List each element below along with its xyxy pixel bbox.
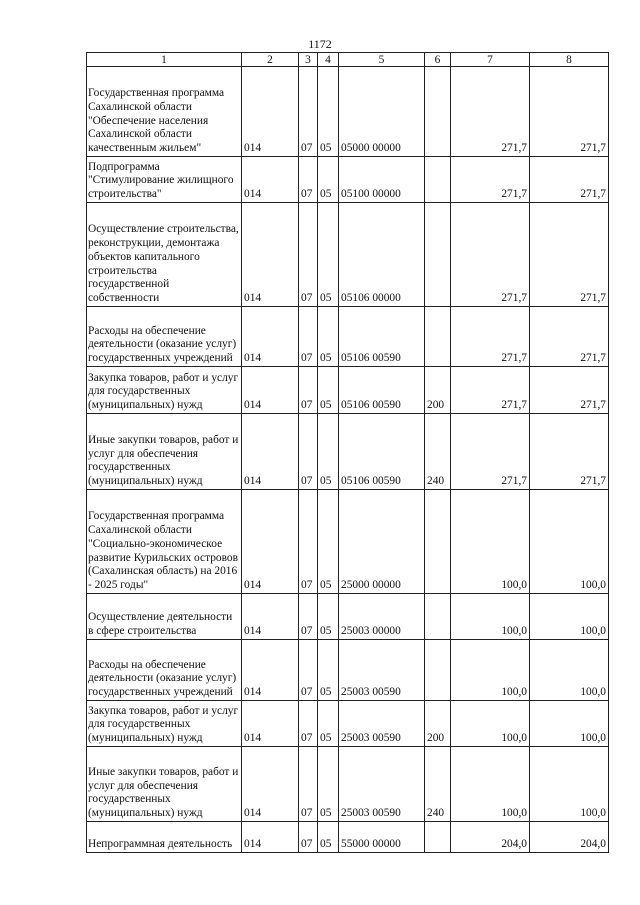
table-row <box>87 157 609 203</box>
table-row <box>87 367 609 414</box>
cell-section: 07 <box>299 67 318 157</box>
table-row <box>87 414 609 490</box>
header-row <box>87 53 609 67</box>
cell-sum-1: 100,0 <box>451 701 530 747</box>
cell-section: 07 <box>299 157 318 203</box>
header-cell: 4 <box>318 53 339 67</box>
cell-admin: 014 <box>242 701 299 747</box>
page-number: 1172 <box>308 37 332 51</box>
cell-sum-1: 204,0 <box>451 822 530 853</box>
cell-sum-2: 100,0 <box>530 747 609 822</box>
cell-section: 07 <box>299 367 318 414</box>
cell-section: 07 <box>299 701 318 747</box>
cell-section: 07 <box>299 414 318 490</box>
cell-subsection: 05 <box>318 67 339 157</box>
cell-subsection: 05 <box>318 747 339 822</box>
row-name: Государственная программа Сахалинской области "Социально-экономическое развитие Курильских островов (Сахалинская область) на 2016 - 2025 годы" <box>87 490 242 594</box>
cell-target: 05106 00590 <box>339 367 425 414</box>
cell-target: 25000 00000 <box>339 490 425 594</box>
cell-subsection: 05 <box>318 414 339 490</box>
cell-target: 25003 00000 <box>339 594 425 640</box>
row-name: Осуществление строительства, реконструкции, демонтажа объектов капитального строительства государственной собственности <box>87 203 242 307</box>
cell-sum-1: 271,7 <box>451 157 530 203</box>
budget-table <box>86 52 609 853</box>
cell-sum-1: 100,0 <box>451 747 530 822</box>
table-row <box>87 822 609 853</box>
cell-admin: 014 <box>242 747 299 822</box>
row-name: Иные закупки товаров, работ и услуг для обеспечения государственных (муниципальных) нужд <box>87 414 242 490</box>
header-cell: 7 <box>451 53 530 67</box>
table-row <box>87 747 609 822</box>
cell-target: 05106 00590 <box>339 307 425 367</box>
cell-target: 05100 00000 <box>339 157 425 203</box>
header-cell: 6 <box>425 53 451 67</box>
table-row <box>87 594 609 640</box>
row-name: Закупка товаров, работ и услуг для государственных (муниципальных) нужд <box>87 367 242 414</box>
cell-admin: 014 <box>242 640 299 701</box>
cell-section: 07 <box>299 490 318 594</box>
row-name: Закупка товаров, работ и услуг для государственных (муниципальных) нужд <box>87 701 242 747</box>
cell-sum-1: 271,7 <box>451 414 530 490</box>
cell-sum-2: 271,7 <box>530 67 609 157</box>
cell-type <box>425 490 451 594</box>
cell-admin: 014 <box>242 822 299 853</box>
cell-type <box>425 822 451 853</box>
cell-target: 25003 00590 <box>339 701 425 747</box>
cell-sum-1: 100,0 <box>451 594 530 640</box>
cell-type <box>425 157 451 203</box>
cell-sum-2: 271,7 <box>530 414 609 490</box>
row-name: Иные закупки товаров, работ и услуг для обеспечения государственных (муниципальных) нужд <box>87 747 242 822</box>
table-row <box>87 203 609 307</box>
header-cell: 5 <box>339 53 425 67</box>
cell-sum-1: 100,0 <box>451 640 530 701</box>
row-name: Подпрограмма "Стимулирование жилищного строительства" <box>87 157 242 203</box>
cell-sum-2: 271,7 <box>530 307 609 367</box>
cell-admin: 014 <box>242 67 299 157</box>
cell-target: 05106 00590 <box>339 414 425 490</box>
cell-subsection: 05 <box>318 594 339 640</box>
cell-section: 07 <box>299 594 318 640</box>
cell-section: 07 <box>299 203 318 307</box>
cell-sum-1: 271,7 <box>451 367 530 414</box>
cell-admin: 014 <box>242 414 299 490</box>
cell-section: 07 <box>299 747 318 822</box>
cell-target: 05000 00000 <box>339 67 425 157</box>
cell-target: 05106 00000 <box>339 203 425 307</box>
cell-type <box>425 594 451 640</box>
cell-admin: 014 <box>242 157 299 203</box>
table-row <box>87 67 609 157</box>
row-name: Непрограммная деятельность <box>87 822 242 853</box>
cell-sum-1: 271,7 <box>451 307 530 367</box>
cell-section: 07 <box>299 307 318 367</box>
cell-type <box>425 67 451 157</box>
cell-type: 240 <box>425 747 451 822</box>
cell-sum-1: 100,0 <box>451 490 530 594</box>
cell-admin: 014 <box>242 203 299 307</box>
table-row <box>87 490 609 594</box>
cell-subsection: 05 <box>318 701 339 747</box>
cell-sum-2: 100,0 <box>530 594 609 640</box>
cell-type: 200 <box>425 701 451 747</box>
header-cell: 1 <box>87 53 242 67</box>
cell-subsection: 05 <box>318 307 339 367</box>
cell-subsection: 05 <box>318 367 339 414</box>
cell-type <box>425 203 451 307</box>
cell-sum-2: 271,7 <box>530 203 609 307</box>
row-name: Осуществление деятельности в сфере строительства <box>87 594 242 640</box>
row-name: Расходы на обеспечение деятельности (оказание услуг) государственных учреждений <box>87 640 242 701</box>
cell-subsection: 05 <box>318 822 339 853</box>
header-cell: 2 <box>242 53 299 67</box>
cell-sum-1: 271,7 <box>451 67 530 157</box>
cell-admin: 014 <box>242 490 299 594</box>
header-cell: 3 <box>299 53 318 67</box>
cell-sum-2: 100,0 <box>530 640 609 701</box>
cell-subsection: 05 <box>318 203 339 307</box>
cell-sum-1: 271,7 <box>451 203 530 307</box>
cell-type <box>425 640 451 701</box>
cell-sum-2: 204,0 <box>530 822 609 853</box>
cell-sum-2: 100,0 <box>530 701 609 747</box>
cell-subsection: 05 <box>318 640 339 701</box>
table-row <box>87 701 609 747</box>
header-cell: 8 <box>530 53 609 67</box>
cell-sum-2: 100,0 <box>530 490 609 594</box>
cell-sum-2: 271,7 <box>530 157 609 203</box>
cell-target: 55000 00000 <box>339 822 425 853</box>
cell-subsection: 05 <box>318 157 339 203</box>
cell-section: 07 <box>299 822 318 853</box>
cell-target: 25003 00590 <box>339 747 425 822</box>
cell-type <box>425 307 451 367</box>
cell-type: 240 <box>425 414 451 490</box>
table-row <box>87 307 609 367</box>
table-row <box>87 640 609 701</box>
row-name: Государственная программа Сахалинской области "Обеспечение населения Сахалинской области качественным жильем" <box>87 67 242 157</box>
cell-subsection: 05 <box>318 490 339 594</box>
row-name: Расходы на обеспечение деятельности (оказание услуг) государственных учреждений <box>87 307 242 367</box>
cell-admin: 014 <box>242 307 299 367</box>
cell-sum-2: 271,7 <box>530 367 609 414</box>
cell-admin: 014 <box>242 367 299 414</box>
cell-target: 25003 00590 <box>339 640 425 701</box>
cell-section: 07 <box>299 640 318 701</box>
cell-admin: 014 <box>242 594 299 640</box>
cell-type: 200 <box>425 367 451 414</box>
